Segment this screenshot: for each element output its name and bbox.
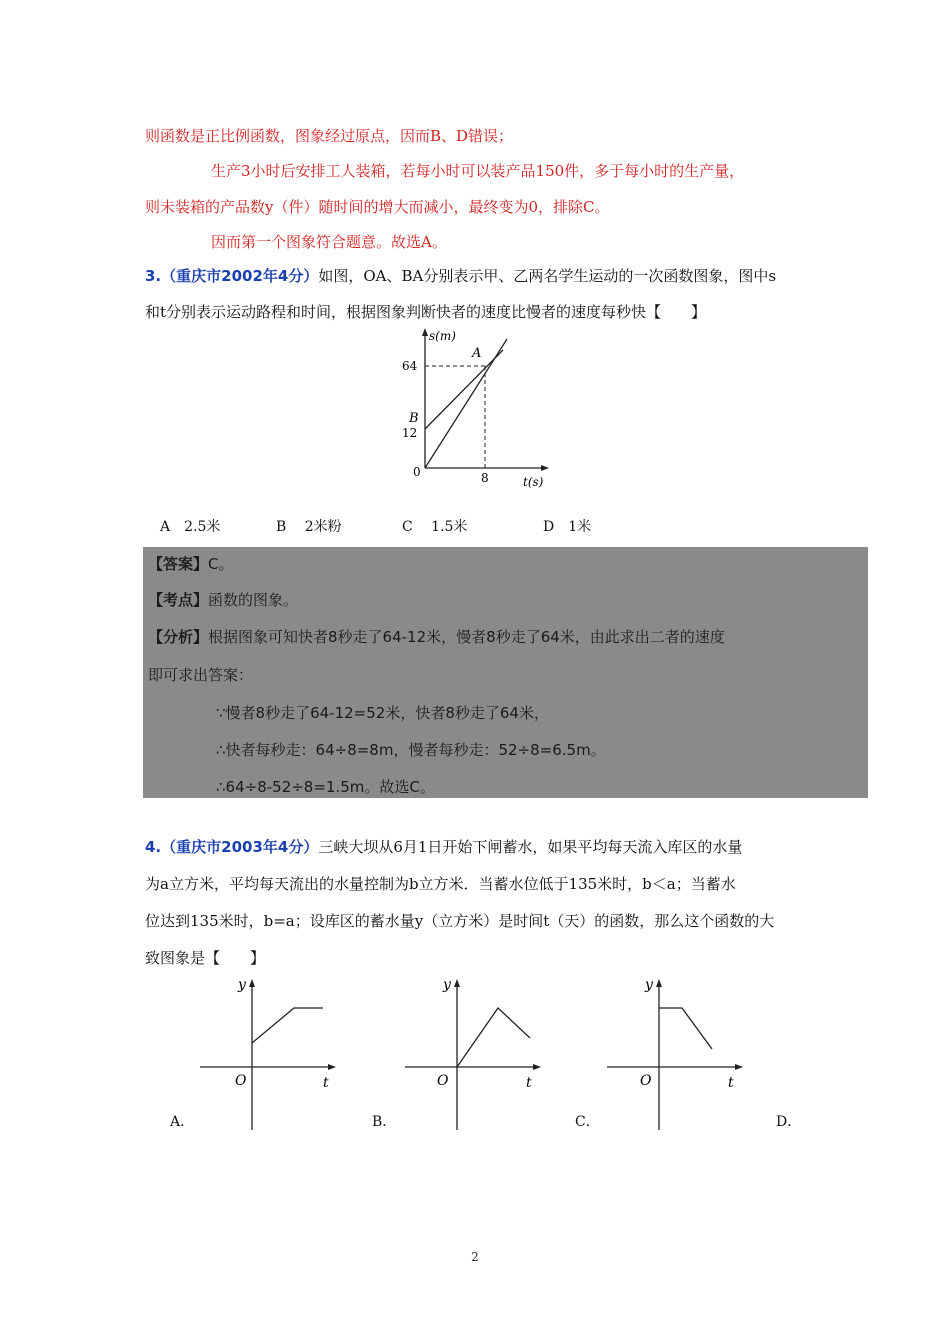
graph-c-x-label: t — [728, 1075, 734, 1091]
graph-c-x-arrow — [735, 1064, 743, 1070]
q3-point-b: B — [409, 411, 419, 426]
q3-tick-64: 64 — [402, 359, 418, 373]
page-number: 2 — [471, 1250, 479, 1264]
graph-c-origin: O — [640, 1073, 652, 1089]
answer-value: C。 — [208, 555, 234, 573]
prev-answer-line-4: 因而第一个图象符合题意。故选A。 — [211, 233, 447, 251]
q3-line-1 — [145, 266, 776, 286]
q3-option-c: C 1.5米 — [402, 519, 468, 535]
fenxi-value: 根据图象可知快者8秒走了64-12米，慢者8秒走了64米，由此求出二者的速度 — [208, 628, 725, 646]
fenxi-tag: 【分析】 — [148, 628, 209, 646]
q3-line-ba — [425, 350, 503, 429]
q3-y-axis-arrow — [422, 328, 428, 336]
graph-b-x-arrow — [533, 1064, 541, 1070]
q3-option-d: D 1米 — [543, 519, 592, 535]
q4-graph-b — [400, 975, 550, 1135]
q3-option-b: B 2米粉 — [276, 519, 342, 535]
q3-step-1: ∵慢者8秒走了64-12=52米，快者8秒走了64米， — [216, 704, 549, 722]
kaodian-value: 函数的图象。 — [208, 591, 299, 609]
q3-point-a: A — [472, 346, 482, 361]
q4-label-b: B． — [372, 1114, 397, 1130]
graph-b-origin: O — [437, 1073, 449, 1089]
prev-answer-line-3: 则未装箱的产品数y（件）随时间的增大而减小，最终变为0，排除C。 — [145, 198, 610, 216]
q4-graph-a — [195, 975, 345, 1135]
graph-b-y-label: y — [443, 977, 451, 993]
graph-c-y-arrow — [656, 979, 662, 987]
graph-b-y-arrow — [454, 979, 460, 987]
q3-origin: 0 — [413, 465, 421, 479]
q4-number: 4. — [145, 838, 162, 856]
q3-kaodian-row — [148, 590, 298, 610]
q3-line-2: 和t分别表示运动路程和时间，根据图象判断快者的速度比慢者的速度每秒快【 】 — [145, 303, 707, 321]
q3-tick-12: 12 — [402, 426, 418, 440]
q3-step-2: ∴快者每秒走：64÷8=8m，慢者每秒走：52÷8=6.5m。 — [216, 741, 606, 759]
prev-answer-line-1: 则函数是正比例函数，图象经过原点，因而B、D错误； — [145, 127, 514, 145]
q3-y-label: s(m) — [429, 329, 456, 343]
q3-step-3: ∴64÷8-52÷8=1.5m。故选C。 — [216, 778, 435, 796]
q4-line-4: 致图象是【 】 — [145, 949, 266, 967]
q4-line-2: 为a立方米，平均每天流出的水量控制为b立方米．当蓄水位低于135米时，b＜a；当蓄水 — [145, 875, 736, 893]
prev-answer-line-2: 生产3小时后安排工人装箱，若每小时可以装产品150件，多于每小时的生产量， — [211, 162, 745, 180]
graph-c-y-label: y — [645, 977, 653, 993]
q4-source: （重庆市2003年4分） — [161, 838, 319, 856]
q3-answer-row — [148, 554, 234, 574]
graph-a-curve — [252, 1008, 323, 1043]
graph-a-y-label: y — [238, 977, 246, 993]
q3-distance-time-graph — [385, 326, 560, 496]
graph-a-x-label: t — [323, 1075, 329, 1091]
q3-fenxi-row — [148, 627, 725, 647]
q3-source: （重庆市2002年4分） — [161, 267, 319, 285]
graph-b-x-label: t — [526, 1075, 532, 1091]
graph-a-y-arrow — [249, 979, 255, 987]
graph-c-curve — [659, 1008, 712, 1049]
q4-label-a: A． — [170, 1114, 195, 1130]
kaodian-tag: 【考点】 — [148, 591, 209, 609]
graph-a-x-arrow — [328, 1064, 336, 1070]
q4-graph-c — [602, 975, 752, 1135]
q4-text-1: 三峡大坝从6月1日开始下闸蓄水，如果平均每天流入库区的水量 — [318, 838, 743, 856]
q4-line-3: 位达到135米时，b=a；设库区的蓄水量y（立方米）是时间t（天）的函数，那么这个函数的大 — [145, 912, 775, 930]
q3-number: 3. — [145, 267, 162, 285]
answer-tag: 【答案】 — [148, 555, 209, 573]
graph-a-origin: O — [235, 1073, 247, 1089]
q3-fenxi-continue: 即可求出答案： — [148, 666, 254, 684]
q3-text-1: 如图，OA、BA分别表示甲、乙两名学生运动的一次函数图象，图中s — [318, 267, 777, 285]
q3-x-axis-arrow — [541, 465, 549, 471]
q4-label-c: C． — [575, 1114, 600, 1130]
q4-label-d: D． — [776, 1114, 802, 1130]
graph-b-curve — [457, 1008, 530, 1067]
q4-line-1 — [145, 837, 742, 857]
q3-x-label: t(s) — [523, 475, 544, 489]
q3-option-a: A 2.5米 — [160, 519, 221, 535]
q3-tick-8: 8 — [481, 471, 489, 485]
